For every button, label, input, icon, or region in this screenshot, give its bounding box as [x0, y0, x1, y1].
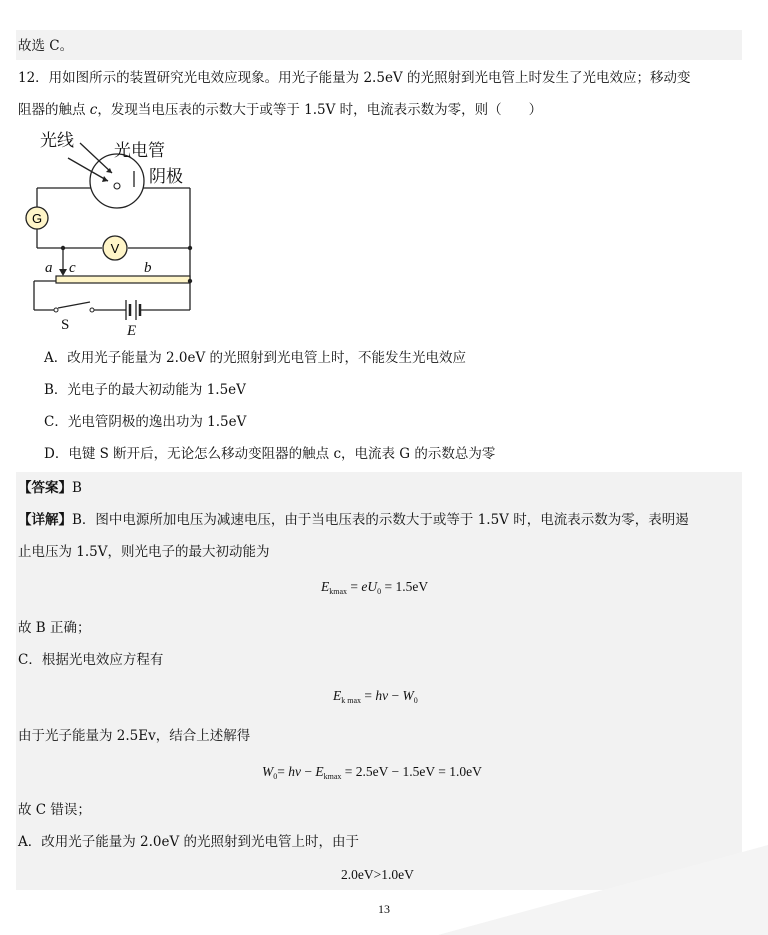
switch-label: S [61, 317, 70, 333]
conclusion-c: 故 C 错误； [18, 802, 91, 818]
cathode-label: 阴极 [149, 167, 183, 187]
detail-line-3: 由于光子能量为 2.5Ev，结合上述解得 [18, 728, 251, 744]
page-curl [438, 845, 768, 935]
equation-1: $E_{kmax} = eU_0 = 1.5eV$ [321, 579, 429, 596]
point-b-label: b [144, 260, 152, 276]
detail-line-1: 【详解】B．图中电源所加电压为减速电压，由于当电压表的示数大于或等于 1.5V 时，电流表示数为零，表明遏 [18, 512, 689, 528]
circuit-diagram [16, 128, 206, 343]
answer-line: 【答案】B [18, 480, 82, 496]
prev-answer-band [16, 30, 742, 60]
detail-line-2: 止电压为 1.5V，则光电子的最大初动能为 [18, 544, 270, 560]
conclusion-b: 故 B 正确； [18, 620, 91, 636]
equation-4: 2.0eV>1.0eV [341, 867, 414, 882]
galvanometer-label: G [31, 211, 43, 226]
rheostat [56, 276, 190, 283]
equation-3: $W_0= h\nu - E_{kmax} = 2.5eV - 1.5eV = 1.0eV$ [262, 764, 482, 781]
a-intro: A．改用光子能量为 2.0eV 的光照射到光电管上时，由于 [18, 834, 360, 850]
phototube-label: 光电管 [114, 141, 165, 161]
option-a: A．改用光子能量为 2.0eV 的光照射到光电管上时，不能发生光电效应 [44, 350, 467, 366]
page-number: 13 [378, 902, 390, 916]
option-c: C．光电管阴极的逸出功为 1.5eV [44, 414, 247, 430]
option-d: D．电键 S 断开后，无论怎么移动变阻器的触点 c，电流表 G 的示数总为零 [44, 446, 496, 462]
c-intro: C．根据光电效应方程有 [18, 652, 164, 668]
solution-band [16, 472, 742, 890]
equation-2: $E_{k max} = h\nu - W_0$ [333, 688, 418, 705]
light-label: 光线 [40, 131, 74, 151]
question-line-1: 12．用如图所示的装置研究光电效应现象。用光子能量为 2.5eV 的光照射到光电管上时发生了光电效应；移动变 [18, 70, 691, 86]
option-b: B．光电子的最大初动能为 1.5eV [44, 382, 246, 398]
question-line-2: 阻器的触点 c，发现当电压表的示数大于或等于 1.5V 时，电流表示数为零，则（ ） [18, 102, 543, 118]
point-a-label: a [45, 260, 53, 276]
prev-conclusion: 故选 C。 [18, 38, 74, 54]
voltmeter-label: V [110, 241, 120, 256]
battery-label: E [127, 323, 137, 339]
point-c-label: c [69, 260, 76, 276]
